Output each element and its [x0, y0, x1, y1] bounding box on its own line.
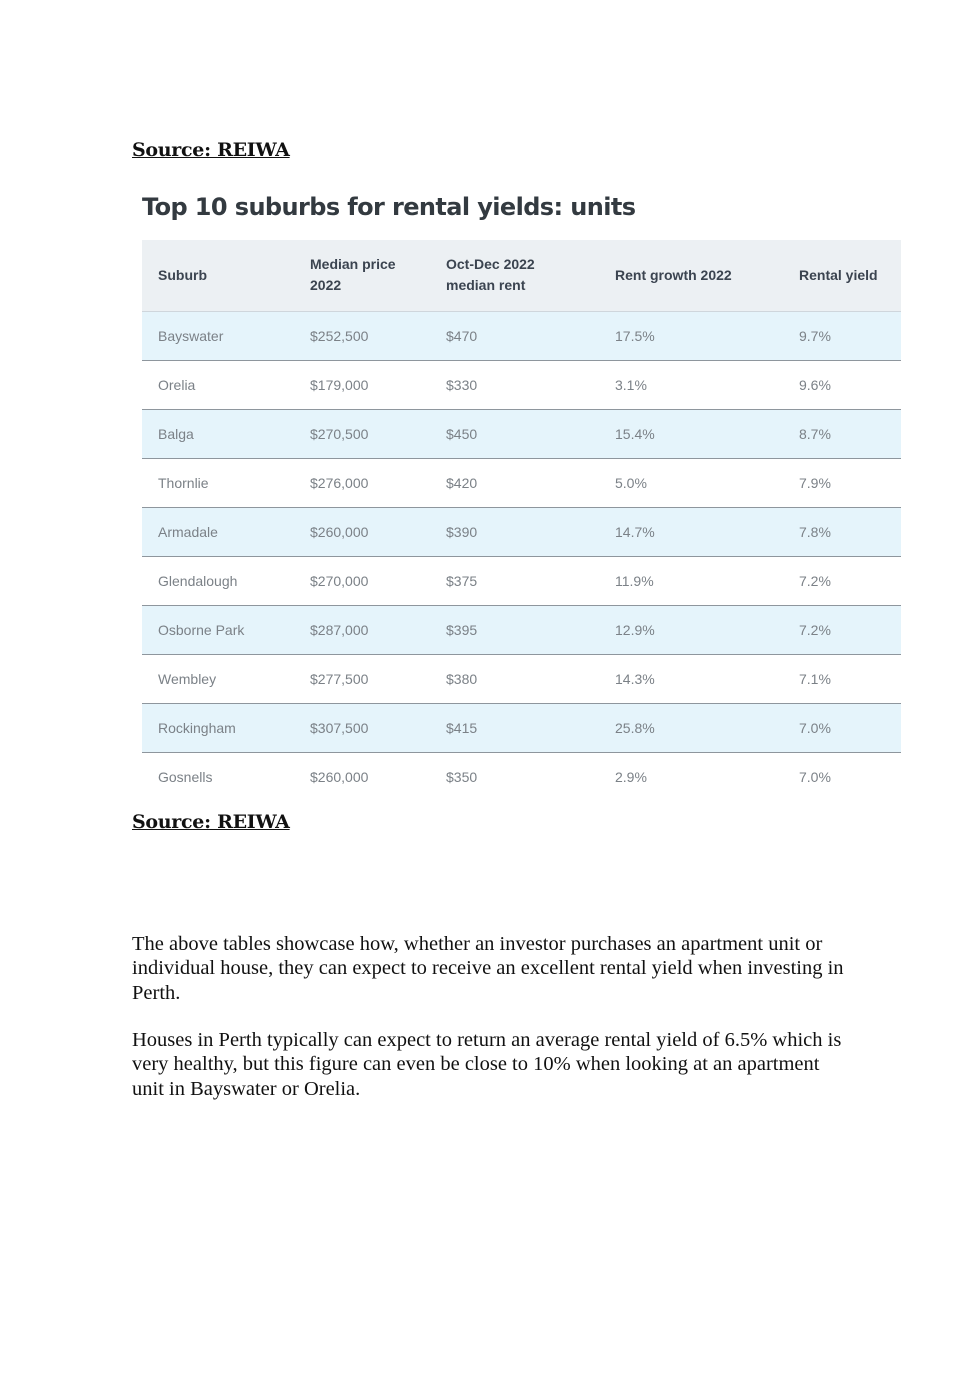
cell-rental-yield: 7.0% — [783, 703, 901, 752]
cell-rental-yield: 7.9% — [783, 458, 901, 507]
paragraph-investor-yield: The above tables showcase how, whether an investor purchases an apartment unit or individual house, they can expect to receive an excellent rental yield when investing in Perth. — [132, 933, 844, 1004]
source-label-top: Source: REIWA — [132, 139, 290, 161]
cell-rental-yield: 9.7% — [783, 311, 901, 360]
cell-rent-growth: 15.4% — [599, 409, 783, 458]
cell-rent-growth: 14.7% — [599, 507, 783, 556]
header-suburb: Suburb — [142, 240, 294, 311]
cell-median-rent: $390 — [430, 507, 599, 556]
cell-median-rent: $415 — [430, 703, 599, 752]
cell-rental-yield: 7.2% — [783, 605, 901, 654]
rental-yields-table — [142, 240, 901, 801]
table-title: Top 10 suburbs for rental yields: units — [142, 193, 636, 221]
table-row — [142, 654, 901, 703]
cell-median-price: $270,500 — [294, 409, 430, 458]
cell-median-price: $276,000 — [294, 458, 430, 507]
cell-rental-yield: 7.0% — [783, 752, 901, 801]
cell-suburb: Rockingham — [142, 703, 294, 752]
cell-suburb: Thornlie — [142, 458, 294, 507]
table-row — [142, 311, 901, 360]
cell-rent-growth: 12.9% — [599, 605, 783, 654]
cell-median-rent: $330 — [430, 360, 599, 409]
table-row — [142, 360, 901, 409]
cell-median-rent: $470 — [430, 311, 599, 360]
cell-median-rent: $450 — [430, 409, 599, 458]
cell-rental-yield: 9.6% — [783, 360, 901, 409]
cell-rent-growth: 11.9% — [599, 556, 783, 605]
cell-rent-growth: 5.0% — [599, 458, 783, 507]
cell-median-price: $287,000 — [294, 605, 430, 654]
table-row — [142, 752, 901, 801]
header-rent-growth: Rent growth 2022 — [599, 240, 783, 311]
header-median-price: Median price 2022 — [294, 240, 430, 311]
cell-suburb: Osborne Park — [142, 605, 294, 654]
cell-rent-growth: 2.9% — [599, 752, 783, 801]
cell-median-price: $307,500 — [294, 703, 430, 752]
cell-median-price: $260,000 — [294, 507, 430, 556]
source-label-bottom: Source: REIWA — [132, 811, 290, 833]
cell-rent-growth: 3.1% — [599, 360, 783, 409]
cell-rental-yield: 7.2% — [783, 556, 901, 605]
cell-median-rent: $420 — [430, 458, 599, 507]
table-row — [142, 409, 901, 458]
cell-suburb: Wembley — [142, 654, 294, 703]
cell-median-rent: $380 — [430, 654, 599, 703]
cell-suburb: Armadale — [142, 507, 294, 556]
header-rental-yield: Rental yield — [783, 240, 901, 311]
cell-median-rent: $350 — [430, 752, 599, 801]
cell-rental-yield: 7.8% — [783, 507, 901, 556]
table-row — [142, 605, 901, 654]
cell-suburb: Orelia — [142, 360, 294, 409]
paragraph-average-yield: Houses in Perth typically can expect to return an average rental yield of 6.5% which is very healthy, but this figure can even be close to 10% when looking at an apartment unit in Bayswater or Orelia. — [132, 1029, 842, 1100]
cell-suburb: Glendalough — [142, 556, 294, 605]
cell-median-price: $179,000 — [294, 360, 430, 409]
cell-rent-growth: 14.3% — [599, 654, 783, 703]
header-median-rent: Oct-Dec 2022 median rent — [430, 240, 599, 311]
cell-rent-growth: 25.8% — [599, 703, 783, 752]
cell-rental-yield: 8.7% — [783, 409, 901, 458]
cell-median-rent: $395 — [430, 605, 599, 654]
cell-rent-growth: 17.5% — [599, 311, 783, 360]
cell-median-price: $277,500 — [294, 654, 430, 703]
cell-suburb: Gosnells — [142, 752, 294, 801]
table-row — [142, 507, 901, 556]
cell-median-price: $252,500 — [294, 311, 430, 360]
table-header-row — [142, 240, 901, 311]
table-row — [142, 458, 901, 507]
cell-median-price: $260,000 — [294, 752, 430, 801]
table-row — [142, 703, 901, 752]
cell-median-price: $270,000 — [294, 556, 430, 605]
cell-suburb: Balga — [142, 409, 294, 458]
table-row — [142, 556, 901, 605]
cell-median-rent: $375 — [430, 556, 599, 605]
cell-rental-yield: 7.1% — [783, 654, 901, 703]
cell-suburb: Bayswater — [142, 311, 294, 360]
